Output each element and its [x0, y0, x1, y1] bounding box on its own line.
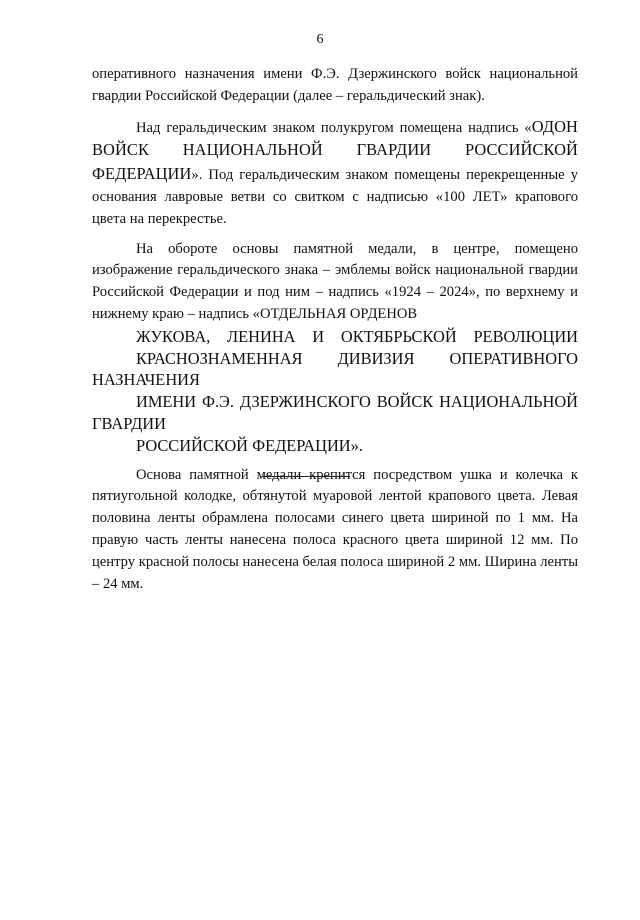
inscription-line: ЖУКОВА, ЛЕНИНА И ОКТЯБРЬСКОЙ РЕВОЛЮЦИИ	[136, 326, 578, 346]
paragraph-text: На обороте основы памятной медали, в центре, помещено изображение геральдического знака – эмблемы войск национальной гвардии Российской Федерации и под ним – надпись «1924 – 2024», по верхнему и нижнему краю – надпись «ОТДЕЛЬНАЯ ОРДЕНОВ	[92, 240, 578, 322]
inscription-line: КРАСНОЗНАМЕННАЯ ДИВИЗИЯ ОПЕРАТИВНОГО НАЗНАЧЕНИЯ	[92, 348, 578, 390]
inscription-line: РОССИЙСКОЙ ФЕДЕРАЦИИ».	[136, 435, 363, 455]
end-divider	[262, 476, 350, 477]
paragraph-obverse-inscription	[92, 116, 578, 231]
paragraph-text: Над геральдическим знаком полукругом помещена надпись «	[136, 119, 532, 136]
inscription-line: ИМЕНИ Ф.Э. ДЗЕРЖИНСКОГО ВОЙСК НАЦИОНАЛЬНОЙ ГВАРДИИ	[92, 392, 578, 433]
paragraph-ribbon: Основа памятной медали крепится посредством ушка и колечка к пятиугольной колодке, обтянутой муаровой лентой крапового цвета. Левая половина ленты обрамлена полосами синего цвета шириной по 1 мм. На правую часть ленты нанесена полоса красного цвета шириной 12 мм. По центру красной полосы нанесена белая полоса шириной 2 мм. Ширина ленты – 24 мм.	[92, 466, 578, 592]
paragraph-continuation: оперативного назначения имени Ф.Э. Дзержинского войск национальной гвардии Российской Федерации (далее – геральдический знак).	[92, 66, 578, 104]
page-number: 6	[316, 32, 324, 47]
inscription-caps: ОДОН ВОЙСК НАЦИОНАЛЬНОЙ ГВАРДИИ РОССИЙСКОЙ ФЕДЕРАЦИИ	[92, 116, 578, 184]
document-body	[92, 64, 578, 595]
paragraph-text: ». Под геральдическим знаком помещены перекрещенные у основания лавровые ветви со свитком с надписью «100 ЛЕТ» крапового цвета на перекрестье.	[92, 167, 578, 227]
paragraph-reverse	[92, 239, 578, 457]
